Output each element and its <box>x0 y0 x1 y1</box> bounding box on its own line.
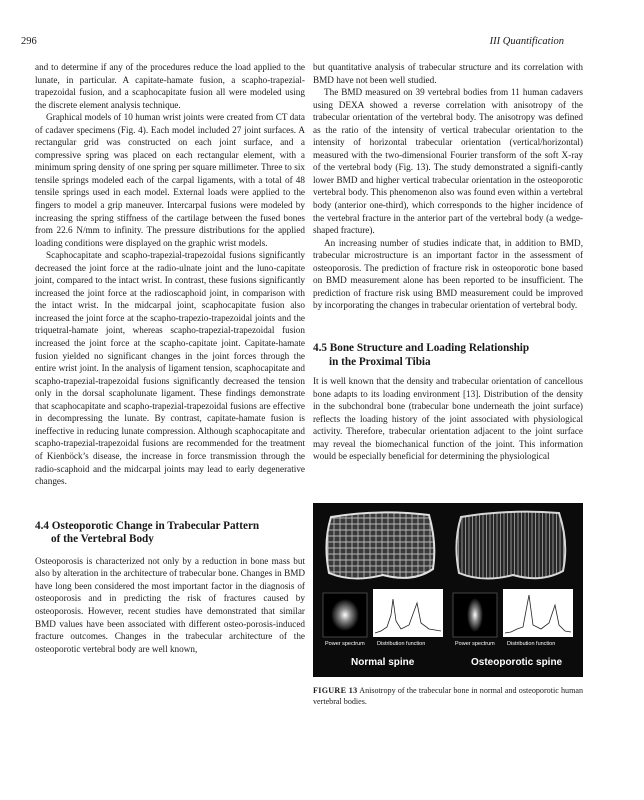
section-heading-line: 4.5 Bone Structure and Loading Relationship <box>313 341 530 354</box>
paragraph: but quantitative analysis of trabecular structure and its correlation with BMD have not been well studied. <box>313 62 583 85</box>
label-distribution-left: Distribution function <box>377 641 426 647</box>
paragraph: It is well known that the density and trabecular orientation of cancellous bone adapts to its loading environment [13]. Distribution of the density in the subchondral bone (trabecular bone underneath the joint surface) reflects the loading history of the joint associated with physiological activity. Therefore, trabecular orientation adjacent to the joint surface may reveal the biomechanical function of the joint. This information would be especially beneficial for determining the physiological <box>313 376 583 462</box>
label-normal-spine: Normal spine <box>351 657 415 668</box>
right-column <box>313 61 583 463</box>
label-power-spectrum-right: Power spectrum <box>455 641 495 647</box>
power-spectrum-right <box>467 598 483 632</box>
caption-text: Anisotropy of the trabecular bone in normal and osteoporotic human vertebral bodies. <box>313 686 584 706</box>
chapter-header: III Quantification <box>489 36 564 47</box>
paragraph: Graphical models of 10 human wrist joints were created from CT data of cadaver specimens (Fig. 4). Each model included 27 joint surfaces. A rectangular grid was constructed on each joint surface, and a compressive spring was placed on each rectangular element, with a minimum spring density of one spring per square millimeter. Three to six tensile springs modeled each of the carpal ligaments, with a total of 48 tensile springs used in each model. External loads were applied to the fingers to model a grip maneuver. Intercarpal fusions were modeled by increasing the spring stiffness of the cartilage between the fused bones from 22.6 N/mm to infinity. The pressure distributions for the applied loading conditions were displayed on the graphic wrist models. <box>35 112 305 248</box>
section-heading-line: 4.4 Osteoporotic Change in Trabecular Pattern <box>35 519 260 532</box>
paragraph: An increasing number of studies indicate that, in addition to BMD, trabecular microstructure is an important factor in the assessment of osteoporosis. The prediction of fracture risk in osteoporotic bone based on BMD measurement alone has been reported to be insufficient. The prediction of fracture risk using BMD measurement could be improved by incorporating the changes in trabecular orientation of vertebral body. <box>313 237 583 311</box>
figure-13-image <box>313 503 583 677</box>
normal-vertebra-xray <box>326 512 434 578</box>
paragraph: Scaphocapitate and scapho-trapezial-trapezoidal fusions significantly decreased the joint force at the radio-ulnate joint and the luno-capitate joint, compared to the intact wrist. In contrast, these fusions significantly increased the joint force at the radioscaphoid joint, in comparison with the intact wrist. In the midcarpal joint, scaphocapitate fusion also increased the joint force at the scapho-trapezio-trapezoidal joints and the triquetral-hamate joint, whereas scapho-trapezial-trapezoidal fusion increased the joint force at the scapho-capitate joint. Capitate-hamate fusion yielded no significant changes in the joint forces through the entire wrist joint. In the analysis of ligament tension, scaphocapitate and scapho-trapezial-trapezoidal fusions significantly decreased the tension only in the dorsal scapholunate ligament. These findings demonstrate that scaphocapitate and scapho-trapezial-trapezoidal fusions are effective in decompressing the lunate. By contrast, capitate-hamate fusion is ineffective in reducing lunate compression. Although scaphocapitate and scapho-trapezial-trapezoidal fusions are recommended for the treatment of Kienböck’s disease, the increase in force transmission through the radio-scaphoid and the midcarpal joints may lead to early degenerative changes. <box>35 250 305 487</box>
power-spectrum-left <box>331 599 359 631</box>
figure-caption <box>313 685 583 707</box>
paragraph: The BMD measured on 39 vertebral bodies from 11 human cadavers using DEXA showed a reverse correlation with anisotropy of the trabecular orientation of the vertebral body. The anisotropy was defined as the ratio of the intensity of vertical trabecular orientation to the intensity of horizontal trabecular orientation (vertical/horizontal) measured with the two-dimensional Fourier transform of the soft X-ray of the vertebral body (Fig. 13). The study demonstrated a signifi-cantly lower BMD and higher vertical trabecular orientation in the osteoporotic vertebral body. This phenomenon also was found even within a vertebral body (anterior one-third), which corresponds to the higher incidence of the vertebral fracture in the anterior part of the vertebral body (a wedge-shaped fracture). <box>313 87 583 236</box>
section-heading-line: in the Proximal Tibia <box>329 355 431 368</box>
label-osteoporotic-spine: Osteoporotic spine <box>471 657 563 668</box>
paragraph: Osteoporosis is characterized not only by a reduction in bone mass but also by alteration in the architecture of trabecular bone. Changes in BMD have long been considered the most important factor in the diagnosis of osteoporosis and in predicting the risk of fractures caused by osteoporosis. However, recent studies have demonstrated that similar BMD values have been associated with different osteo-porosis-induced fracture outcomes. Changes in the trabecular architecture of the osteoporotic vertebral body are well known, <box>35 555 305 654</box>
section-heading-line: of the Vertebral Body <box>51 533 154 546</box>
section-heading-4-4 <box>35 520 305 547</box>
label-distribution-right: Distribution function <box>507 641 556 647</box>
left-column <box>35 61 305 655</box>
figure-13 <box>313 503 583 677</box>
section-heading-4-5 <box>313 342 583 369</box>
page-number: 296 <box>21 36 37 47</box>
osteoporotic-vertebra-xray <box>456 512 565 579</box>
label-power-spectrum-left: Power spectrum <box>325 641 365 647</box>
caption-label: FIGURE 13 <box>313 686 358 695</box>
paragraph: and to determine if any of the procedures reduce the load applied to the lunate, in particular. A capitate-hamate fusion, a scapho-trapezial-trapezoidal fusion, and a scaphocapitate fusion all were modeled using the discrete element analysis technique. <box>35 62 305 110</box>
